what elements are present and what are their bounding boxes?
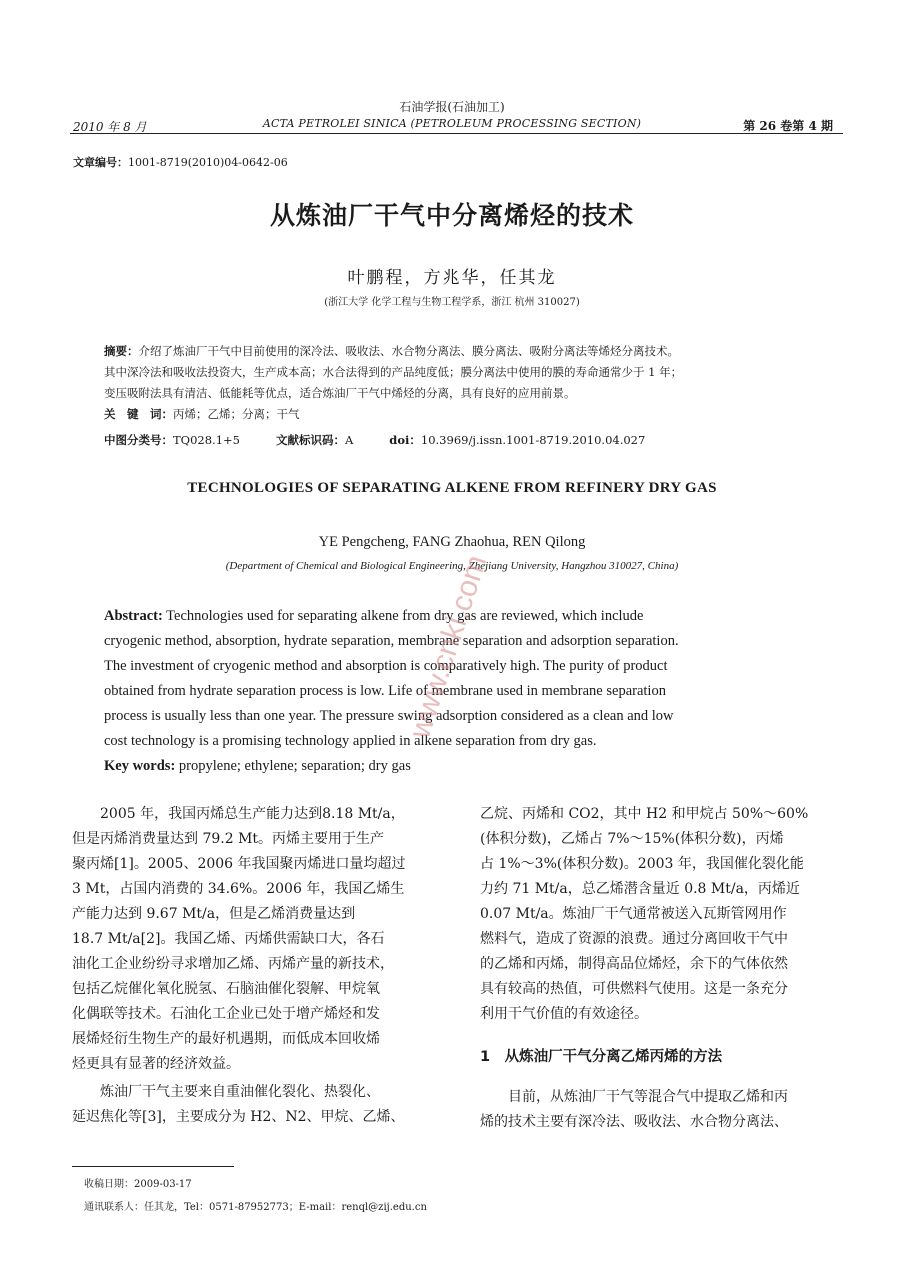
body-line: 18.7 Mt/a[2]。我国乙烯、丙烯供需缺口大，各石 bbox=[72, 931, 385, 947]
body-line: (体积分数)，乙烯占 7%～15%(体积分数)，丙烯 bbox=[480, 831, 784, 847]
header-rule bbox=[70, 133, 843, 134]
abstract-cn-line: 其中深冷法和吸收法投资大，生产成本高；水合法得到的产品纯度低；膜分离法中使用的膜的寿命通常少于 1 年； bbox=[104, 365, 683, 379]
body-line: 烯的技术主要有深冷法、吸收法、水合物分离法、 bbox=[480, 1114, 788, 1130]
abstract-cn-label: 摘要： bbox=[104, 344, 139, 358]
title-en: TECHNOLOGIES OF SEPARATING ALKENE FROM REFINERY DRY GAS bbox=[187, 480, 717, 496]
keywords-en bbox=[104, 754, 411, 779]
body-line: 油化工企业纷纷寻求增加乙烯、丙烯产量的新技术， bbox=[72, 956, 394, 972]
keywords-en-label: Key words: bbox=[104, 758, 176, 774]
affiliation-cn: (浙江大学 化学工程与生物工程学系，浙江 杭州 310027) bbox=[324, 297, 580, 308]
issue-date: 2010 年 8 月 bbox=[73, 120, 147, 134]
body-line: 包括乙烷催化氧化脱氢、石脑油催化裂解、甲烷氧 bbox=[72, 981, 380, 997]
authors-cn: 叶鹏程，方兆华，任其龙 bbox=[347, 268, 557, 288]
title-cn: 从炼油厂干气中分离烯烃的技术 bbox=[269, 201, 634, 230]
body-line: 燃料气，造成了资源的浪费。通过分离回收干气中 bbox=[480, 931, 788, 947]
watermark-text: www.cnki.com bbox=[403, 551, 494, 743]
body-line: 2005 年，我国丙烯总生产能力达到8.18 Mt/a， bbox=[72, 806, 405, 822]
watermark bbox=[403, 500, 494, 750]
doi-value: 10.3969/j.issn.1001-8719.2010.04.027 bbox=[420, 433, 646, 447]
clc-label: 中图分类号： bbox=[104, 433, 173, 447]
body-line: 烃更具有显著的经济效益。 bbox=[72, 1056, 240, 1072]
body-line: 产能力达到 9.67 Mt/a，但是乙烯消费量达到 bbox=[72, 906, 356, 922]
footnote-contact: 通讯联系人：任其龙，Tel：0571-87952773；E-mail：renql@zij.edu.cn bbox=[84, 1202, 427, 1213]
body-line: 占 1%～3%(体积分数)。2003 年，我国催化裂化能 bbox=[480, 856, 804, 872]
classification-line bbox=[104, 430, 645, 451]
keywords-cn-value: 丙烯；乙烯；分离；干气 bbox=[173, 407, 300, 421]
keywords-en-value: propylene; ethylene; separation; dry gas bbox=[178, 758, 411, 774]
keywords-cn-label: 关 键 词： bbox=[104, 407, 173, 421]
footnote-rule bbox=[72, 1166, 234, 1167]
abstract-en-line: The investment of cryogenic method and absorption is comparatively high. The purity of product bbox=[104, 658, 668, 674]
abstract-en-label: Abstract: bbox=[104, 608, 163, 624]
article-number-value: 1001-8719(2010)04-0642-06 bbox=[128, 156, 288, 169]
abstract-en-line: Abstract: Technologies used for separating alkene from dry gas are reviewed, which include bbox=[104, 608, 644, 624]
body-line: 延迟焦化等[3]，主要成分为 H2、N2、甲烷、乙烯、 bbox=[72, 1109, 405, 1125]
body-line: 的乙烯和丙烯，制得高品位烯烃，余下的气体依然 bbox=[480, 956, 788, 972]
abstract-cn-line: 摘要：介绍了炼油厂干气中目前使用的深冷法、吸收法、水合物分离法、膜分离法、吸附分离法等烯烃分离技术。 bbox=[104, 344, 679, 358]
abstract-en-line: cost technology is a promising technology applied in alkene separation from dry gas. bbox=[104, 733, 597, 749]
article-number bbox=[73, 154, 288, 170]
body-line: 展烯烃衍生物生产的最好机遇期，而低成本回收烯 bbox=[72, 1031, 380, 1047]
keywords-cn bbox=[104, 404, 300, 425]
body-line: 化偶联等技术。石油化工企业已处于增产烯烃和发 bbox=[72, 1006, 380, 1022]
abstract-cn-line: 变压吸附法具有清洁、低能耗等优点，适合炼油厂干气中烯烃的分离，具有良好的应用前景。 bbox=[104, 386, 576, 400]
abstract-en-line: obtained from hydrate separation process is low. Life of membrane used in membrane separation bbox=[104, 683, 666, 699]
journal-name-en: ACTA PETROLEI SINICA (PETROLEUM PROCESSING SECTION) bbox=[262, 117, 642, 130]
body-line: 具有较高的热值，可供燃料气使用。这是一条充分 bbox=[480, 981, 788, 997]
body-line: 力约 71 Mt/a，总乙烯潜含量近 0.8 Mt/a，丙烯近 bbox=[480, 881, 800, 897]
journal-name-cn: 石油学报(石油加工) bbox=[399, 100, 505, 114]
article-number-label: 文章编号： bbox=[73, 156, 128, 169]
body-line: 炼油厂干气主要来自重油催化裂化、热裂化、 bbox=[72, 1084, 380, 1100]
body-line: 3 Mt，占国内消费的 34.6%。2006 年，我国乙烯生 bbox=[72, 881, 405, 897]
abstract-en-line: cryogenic method, absorption, hydrate separation, membrane separation and adsorption separation. bbox=[104, 633, 679, 649]
authors-en: YE Pengcheng, FANG Zhaohua, REN Qilong bbox=[318, 534, 586, 550]
clc-value: TQ028.1+5 bbox=[173, 433, 240, 447]
volume-issue: 第 26 卷第 4 期 bbox=[743, 119, 833, 133]
body-line: 乙烷、丙烯和 CO2，其中 H2 和甲烷占 50%～60% bbox=[480, 806, 809, 822]
body-line: 目前，从炼油厂干气等混合气中提取乙烯和丙 bbox=[480, 1089, 788, 1105]
body-line: 0.07 Mt/a。炼油厂干气通常被送入瓦斯管网用作 bbox=[480, 906, 787, 922]
doccode-label: 文献标识码： bbox=[275, 433, 345, 447]
footnote-received: 收稿日期：2009-03-17 bbox=[84, 1179, 192, 1190]
doccode-value: A bbox=[344, 433, 354, 447]
doi-label: doi： bbox=[389, 433, 421, 447]
section-heading: 1 从炼油厂干气分离乙烯丙烯的方法 bbox=[480, 1049, 723, 1065]
body-line: 利用干气价值的有效途径。 bbox=[480, 1006, 648, 1022]
body-line: 但是丙烯消费量达到 79.2 Mt。丙烯主要用于生产 bbox=[72, 831, 385, 847]
affiliation-en: (Department of Chemical and Biological Engineering, Zhejiang University, Hangzhou 310027, China) bbox=[225, 560, 679, 572]
body-line: 聚丙烯[1]。2005、2006 年我国聚丙烯进口量均超过 bbox=[72, 856, 406, 872]
abstract-en-line: process is usually less than one year. The pressure swing adsorption considered as a clean and low bbox=[104, 708, 674, 724]
